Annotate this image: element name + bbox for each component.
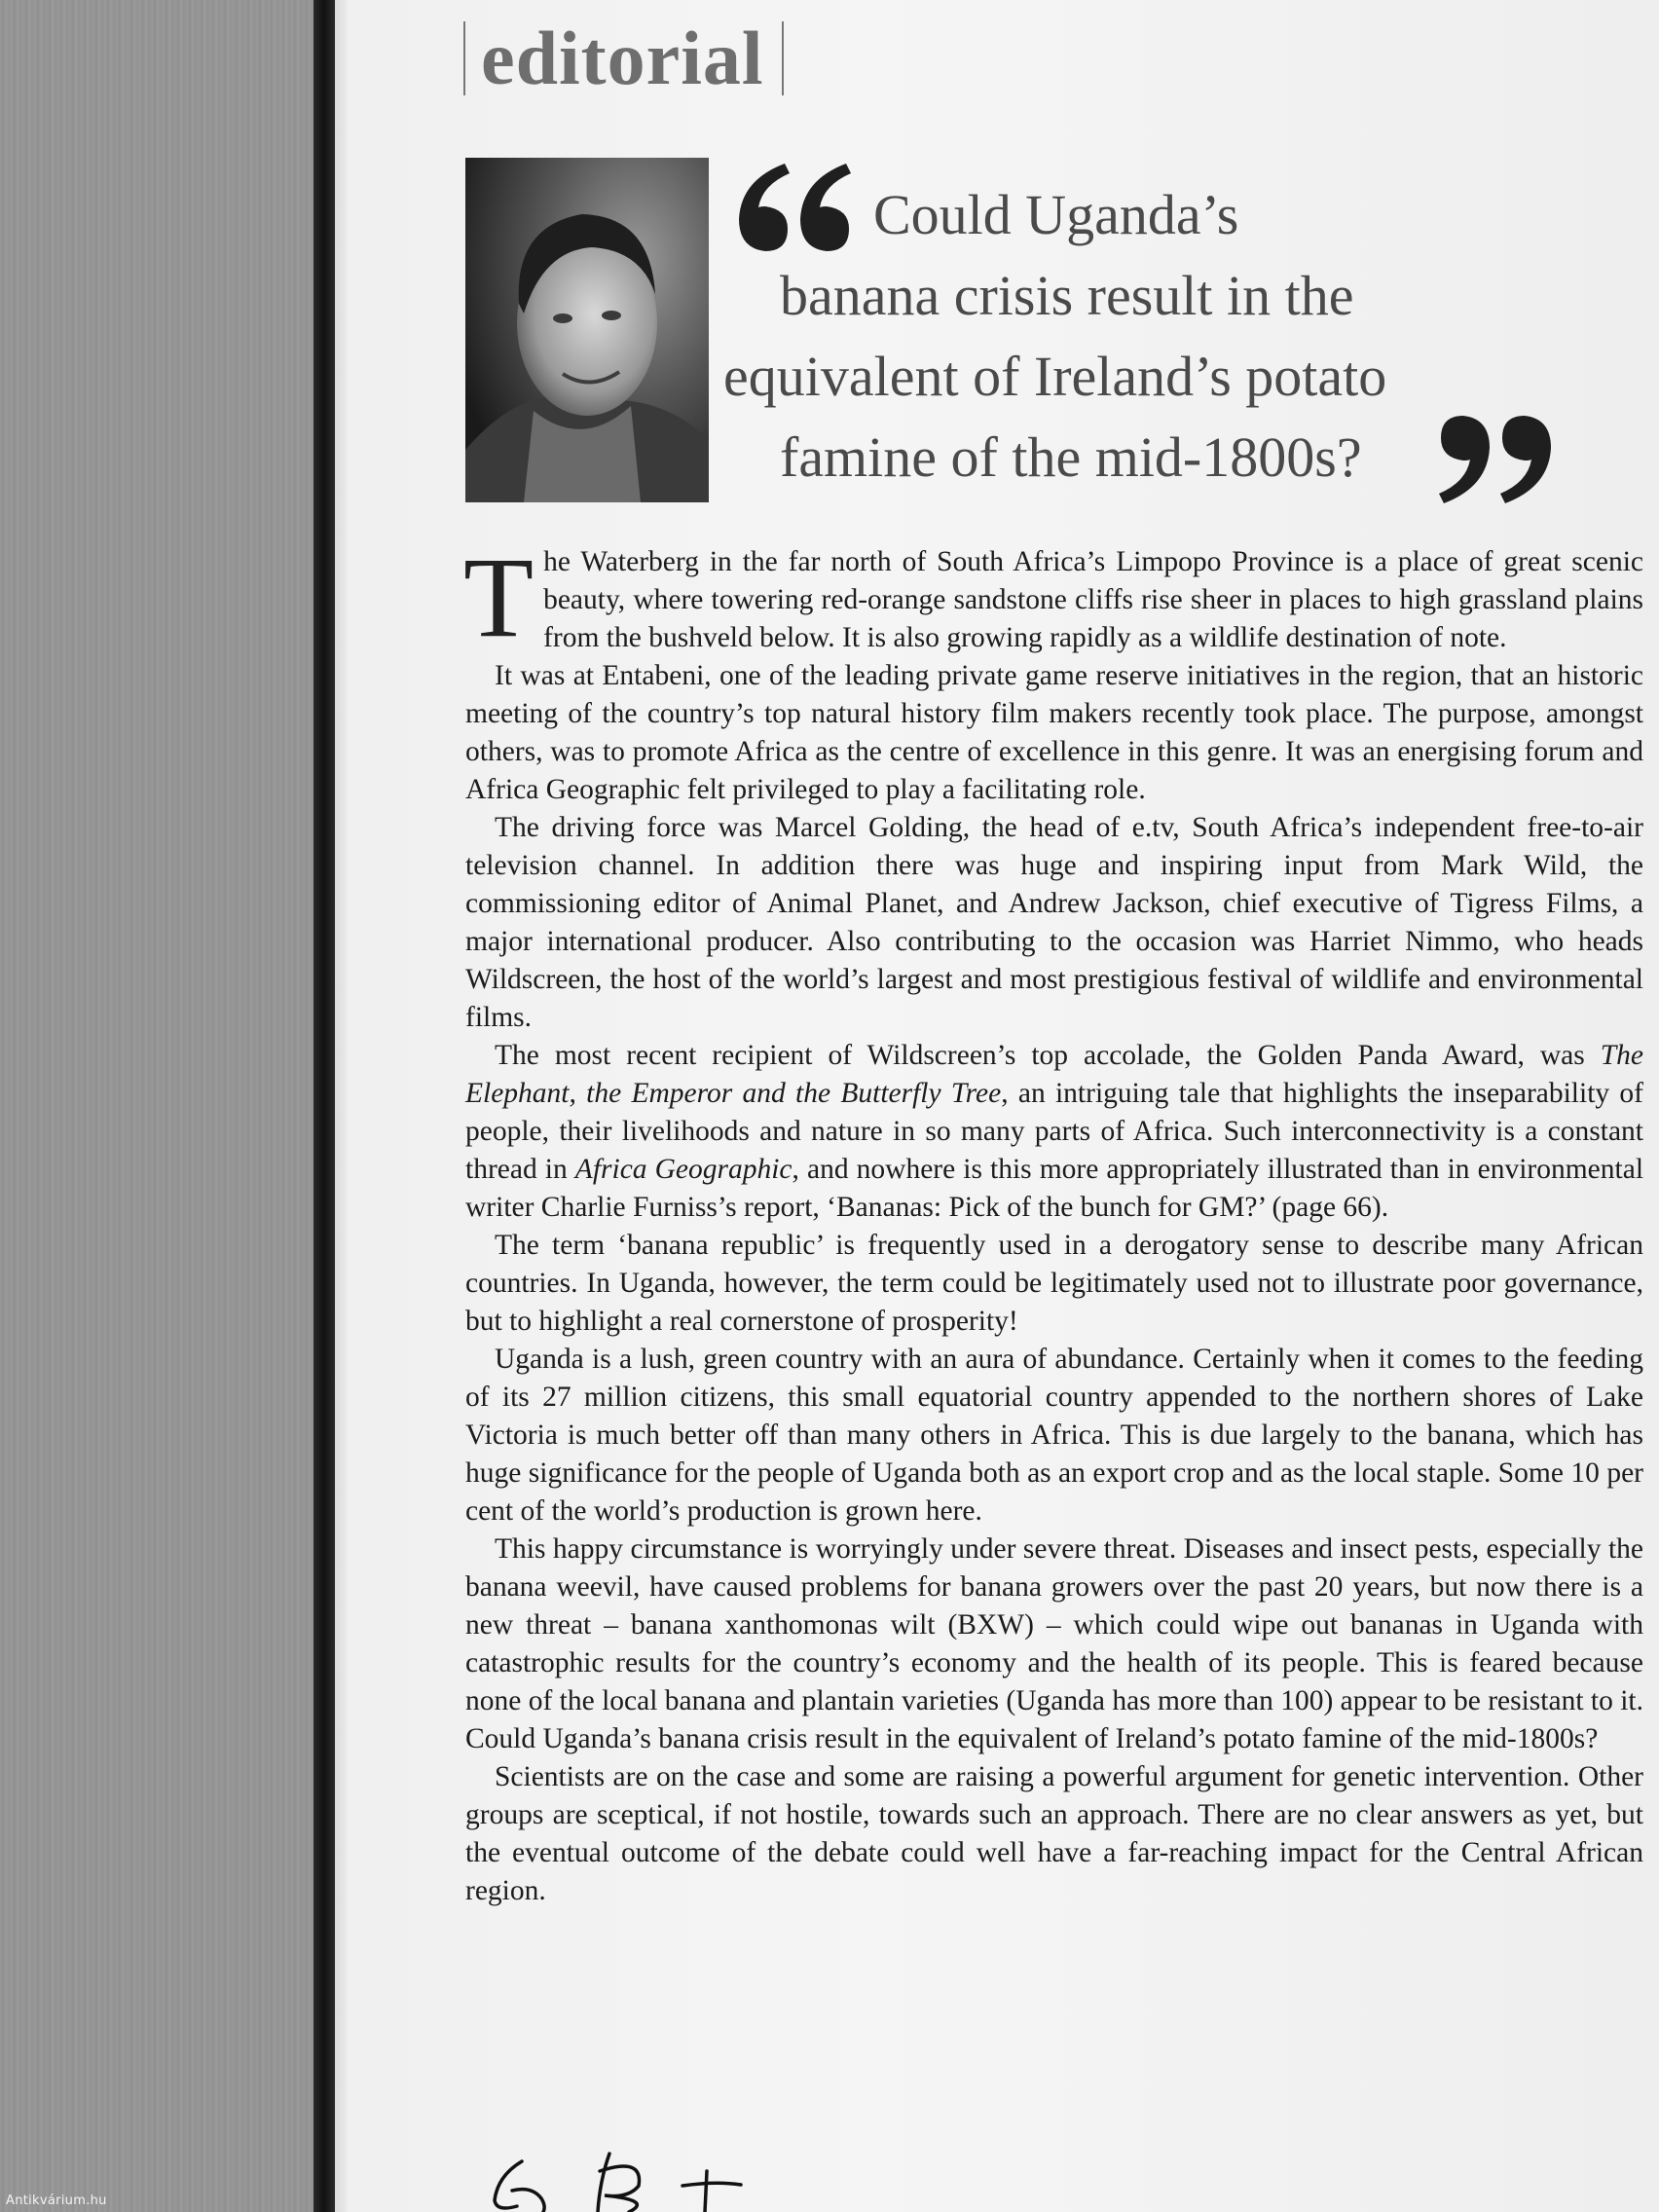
scan-background — [0, 0, 321, 2212]
magazine-page — [347, 0, 1659, 2212]
article-paragraph: This happy circumstance is worryingly under severe threat. Diseases and insect pests, especially the banana weevil, have caused problems for banana growers over the past 20 years, but now there is a new threat – banana xanthomonas wilt (BXW) – which could wipe out bananas in Uganda with catastrophic results for the country’s economy and the health of its people. This is feared because none of the local banana and plantain varieties (Uganda has more than 100) appear to be resistant to it. Could Uganda’s banana crisis result in the equivalent of Ireland’s potato famine of the mid-1800s? — [465, 1533, 1643, 1754]
article-paragraph: The most recent recipient of Wildscreen’s top accolade, the Golden Panda Award, was The Elephant, the Emperor and the Butterfly Tree, an intriguing tale that highlights the inseparability of people, their livelihoods and nature in so many parts of Africa. Such interconnectivity is a constant thread in Africa Geographic, and nowhere is this more appropriately illustrated than in environmental writer Charlie Furniss’s report, ‘Bananas: Pick of the bunch for GM?’ (page 66). — [465, 1040, 1644, 1223]
article-paragraph: The driving force was Marcel Golding, the head of e.tv, South Africa’s independent free-to-air television channel. In addition there was huge and inspiring input from Mark Wild, the commissioning editor of Animal Planet, and Andrew Jackson, chief executive of Tigress Films, a major international producer. Also contributing to the occasion was Harriet Nimmo, who heads Wildscreen, the host of the world’s largest and most prestigious festival of wildlife and environmental films. — [465, 812, 1643, 1033]
magazine-title: Africa Geographic — [574, 1154, 793, 1185]
pull-quote-line-2: banana crisis result in the — [780, 264, 1354, 327]
article-paragraph: Uganda is a lush, green country with an aura of abundance. Certainly when it comes to the feeding of its 27 million citizens, this small equatorial country appended to the northern shores of Lake Victoria is much better off than many others in Africa. This is due largely to the banana, which has huge significance for the people of Uganda both as an export crop and as the local staple. Some 10 per cent of the world’s production is grown here. — [465, 1344, 1643, 1527]
open-quote-icon — [731, 156, 858, 263]
pull-quote — [723, 156, 1588, 516]
pull-quote-line-1: Could Uganda’s — [873, 183, 1239, 246]
pull-quote-line-4: famine of the mid-1800s? — [780, 425, 1362, 489]
article-paragraph: It was at Entabeni, one of the leading private game reserve initiatives in the region, that an historic meeting of the country’s top natural history film makers recently took place. The purpose, amongst others, was to promote Africa as the centre of excellence in this genre. It was an energising forum and Africa Geographic felt privileged to play a facilitating role. — [465, 660, 1643, 805]
portrait-photo — [465, 158, 709, 502]
article-paragraph: The Waterberg in the far north of South Africa’s Limpopo Province is a place of great scenic beauty, where towering red-orange sandstone cliffs rise sheer in places to high grassland plains from the bushveld below. It is also growing rapidly as a wildlife destination of note. — [463, 534, 1643, 661]
article-body — [463, 534, 1644, 1910]
close-quote-icon — [1432, 404, 1559, 511]
film-title: The Elephant, the Emperor and the Butterfly Tree — [465, 1040, 1643, 1109]
section-heading: editorial — [463, 21, 784, 95]
article-paragraph: The term ‘banana republic’ is frequently used in a derogatory sense to describe many African countries. In Uganda, however, the term could be legitimately used not to illustrate poor governance, but to highlight a real cornerstone of prosperity! — [465, 1230, 1643, 1337]
watermark: Antikvárium.hu — [6, 2194, 107, 2208]
drop-cap: T — [463, 534, 535, 661]
article-paragraph: Scientists are on the case and some are raising a powerful argument for genetic intervention. Other groups are sceptical, if not hostile, towards such an approach. There are no clear answers as yet, but the eventual outcome of the debate could well have a far-reaching impact for the Central African region. — [465, 1761, 1643, 1906]
editor-signature — [483, 2142, 794, 2212]
editor-portrait — [465, 158, 709, 502]
pull-quote-line-3: equivalent of Ireland’s potato — [723, 345, 1387, 408]
